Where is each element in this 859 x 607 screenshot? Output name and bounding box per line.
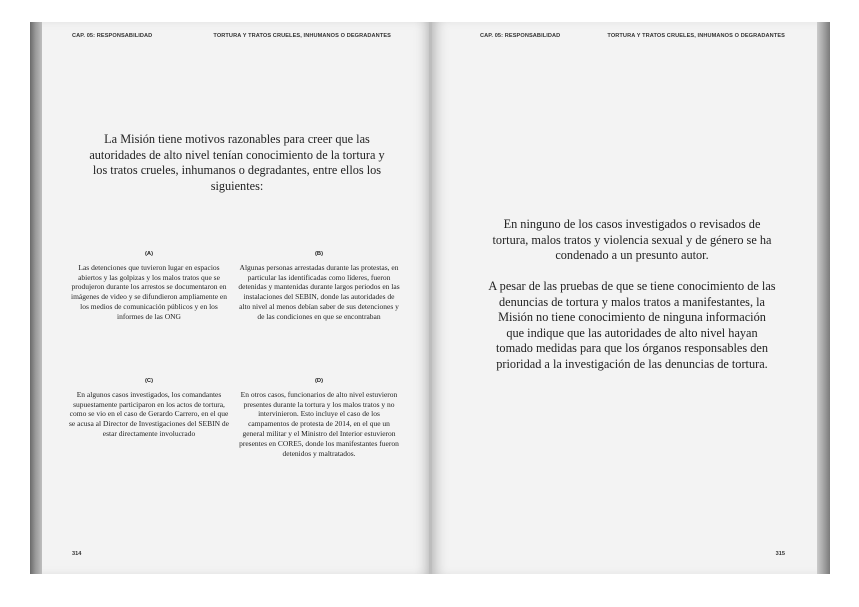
block-c-letter: (C) <box>144 378 154 384</box>
block-a-text: Las detenciones que tuvieron lugar en espacios abiertos y las golpizas y los malos tratos que se produjeron durante los arrestos se documentaron en imágenes de video y se difundieron ampliamente en los medios de comunicación públicos y en los informes de las ONG <box>71 262 227 321</box>
block-d <box>238 377 400 458</box>
block-c-text: En algunos casos investigados, los comandantes supuestamente participaron en los actos de tortura, como se vio en el caso de Gerardo Carrero, en el que se acusa al Director de Investigaciones del SEBIN de estar directamente involucrado <box>69 389 229 438</box>
block-c <box>68 377 230 439</box>
right-header-chapter: CAP. 05: RESPONSABILIDAD <box>480 33 561 39</box>
left-header-chapter: CAP. 05: RESPONSABILIDAD <box>72 33 153 39</box>
block-d-text: En otros casos, funcionarios de alto nivel estuvieron presentes durante la tortura y los malos tratos y no intervinieron. Esto incluye el caso de los campamentos de protesta de 2014, en el que un general militar y el Ministro del Interior estuvieron presentes en CORE5, donde los manifestantes fueron detenidos y maltratados. <box>239 389 399 458</box>
block-b <box>238 250 400 322</box>
left-header-title: TORTURA Y TRATOS CRUELES, INHUMANOS O DEGRADANTES <box>213 33 391 39</box>
block-b-text: Algunas personas arrestadas durante las protestas, en particular las identificadas como líderes, fueron detenidas y mantenidas durante largos periodos en las instalaciones del SEBIN, donde las autoridades de alto nivel al menos debían saber de sus detenciones y de las condiciones en que se encontraban <box>238 262 400 321</box>
right-header-title: TORTURA Y TRATOS CRUELES, INHUMANOS O DEGRADANTES <box>607 33 785 39</box>
block-b-letter: (B) <box>314 251 324 257</box>
right-page-number: 315 <box>775 551 785 557</box>
right-paragraph-1: En ninguno de los casos investigados o revisados de tortura, malos tratos y violencia sexual y de género se ha condenado a un presunto autor. <box>492 217 772 263</box>
block-a <box>68 250 230 322</box>
block-d-letter: (D) <box>314 378 324 384</box>
left-intro-paragraph: La Misión tiene motivos razonables para creer que las autoridades de alto nivel tenían conocimiento de la tortura y los tratos crueles, inhumanos o degradantes, entre ellos los siguientes: <box>89 132 385 193</box>
left-page-number: 314 <box>72 551 82 557</box>
right-paragraph-2: A pesar de las pruebas de que se tiene conocimiento de las denuncias de tortura y malos tratos a manifestantes, la Misión no tiene conocimiento de ninguna información que indique que las autoridades de alto nivel hayan tomado medidas para que los órganos responsables den prioridad a la investigación de las denuncias de tortura. <box>488 279 776 371</box>
left-page <box>42 22 431 574</box>
block-a-letter: (A) <box>144 251 154 257</box>
right-page <box>432 22 817 574</box>
